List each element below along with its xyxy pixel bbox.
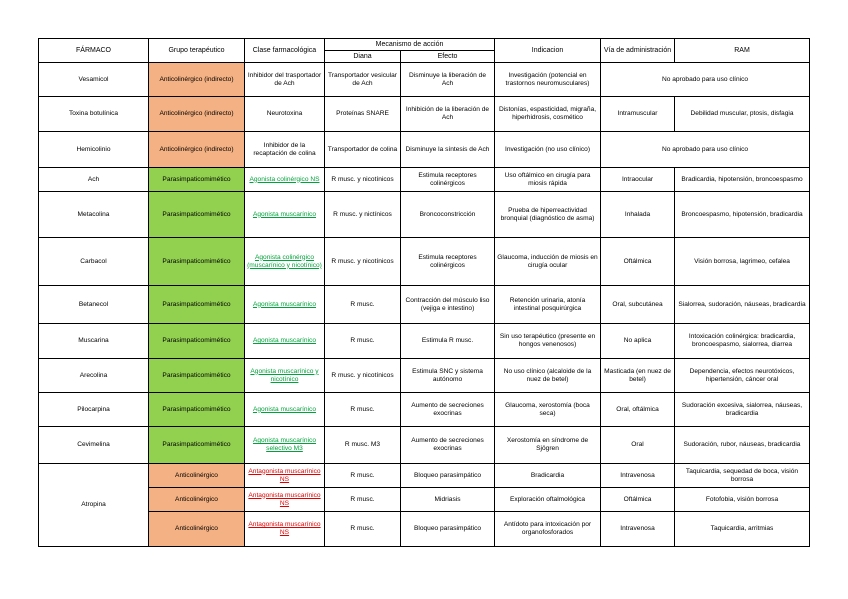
table-row — [39, 427, 810, 464]
route: Oftálmica — [601, 488, 675, 512]
effect: Midriasis — [401, 488, 495, 512]
table-row — [39, 359, 810, 393]
target: R musc. y nicotínicos — [325, 168, 401, 192]
table-row — [39, 168, 810, 192]
pharmacological-class: Agonista muscarínico — [245, 324, 325, 359]
effect: Contracción del músculo liso (vejiga e intestino) — [401, 286, 495, 324]
table-row — [39, 488, 810, 512]
therapeutic-group: Parasimpaticomimético — [149, 427, 245, 464]
indication: No uso clínico (alcaloide de la nuez de betel) — [495, 359, 601, 393]
not-approved-note: No aprobado para uso clínico — [601, 63, 810, 97]
drug-name: Carbacol — [39, 238, 149, 286]
table-row — [39, 464, 810, 488]
target: R musc. — [325, 393, 401, 427]
therapeutic-group: Parasimpaticomimético — [149, 286, 245, 324]
therapeutic-group: Parasimpaticomimético — [149, 393, 245, 427]
route: Masticada (en nuez de betel) — [601, 359, 675, 393]
target: R musc. M3 — [325, 427, 401, 464]
pharmacological-class: Agonista colinérgico NS — [245, 168, 325, 192]
effect: Estimula R musc. — [401, 324, 495, 359]
adverse-reactions: Broncoespasmo, hipotensión, bradicardia — [675, 192, 810, 238]
route: Oral, oftálmica — [601, 393, 675, 427]
drug-name: Cevimelina — [39, 427, 149, 464]
effect: Inhibición de la liberación de Ach — [401, 97, 495, 132]
indication: Xerostomía en síndrome de Sjögren — [495, 427, 601, 464]
effect: Estimula SNC y sistema autónomo — [401, 359, 495, 393]
indication: Glaucoma, inducción de miosis en cirugía ocular — [495, 238, 601, 286]
route: Oral — [601, 427, 675, 464]
header-farmaco: FÁRMACO — [39, 39, 149, 63]
pharmacological-class: Inhibidor de la recaptación de colina — [245, 132, 325, 168]
table-row — [39, 97, 810, 132]
pharmacological-class: Agonista muscarínico — [245, 286, 325, 324]
effect: Disminuye la liberación de Ach — [401, 63, 495, 97]
adverse-reactions: Visión borrosa, lagrimeo, cefalea — [675, 238, 810, 286]
indication: Investigación (potencial en trastornos neuromusculares) — [495, 63, 601, 97]
indication: Exploración oftalmológica — [495, 488, 601, 512]
drug-name: Hemicolinio — [39, 132, 149, 168]
route: Oral, subcutánea — [601, 286, 675, 324]
target: Proteínas SNARE — [325, 97, 401, 132]
pharmacological-class: Antagonista muscarínico NS — [245, 464, 325, 488]
indication: Antídoto para intoxicación por organofosforados — [495, 512, 601, 547]
adverse-reactions: Sialorrea, sudoración, náuseas, bradicardia — [675, 286, 810, 324]
drug-name: Arecolina — [39, 359, 149, 393]
route: Intraocular — [601, 168, 675, 192]
route: Oftálmica — [601, 238, 675, 286]
header-grupo: Grupo terapéutico — [149, 39, 245, 63]
route: Intravenosa — [601, 512, 675, 547]
target: Transportador de colina — [325, 132, 401, 168]
table-row — [39, 512, 810, 547]
target: Transportador vesicular de Ach — [325, 63, 401, 97]
therapeutic-group: Parasimpaticomimético — [149, 324, 245, 359]
pharmacological-class: Agonista muscarínico — [245, 192, 325, 238]
drug-name: Muscarina — [39, 324, 149, 359]
drug-name: Vesamicol — [39, 63, 149, 97]
indication: Bradicardia — [495, 464, 601, 488]
adverse-reactions: Bradicardia, hipotensión, broncoespasmo — [675, 168, 810, 192]
header-efecto: Efecto — [401, 51, 495, 63]
indication: Glaucoma, xerostomía (boca seca) — [495, 393, 601, 427]
therapeutic-group: Anticolinérgico (indirecto) — [149, 63, 245, 97]
effect: Bloqueo parasimpático — [401, 512, 495, 547]
therapeutic-group: Parasimpaticomimético — [149, 238, 245, 286]
pharmacological-class: Antagonista muscarínico NS — [245, 488, 325, 512]
pharmacological-class: Inhibidor del trasportador de Ach — [245, 63, 325, 97]
therapeutic-group: Anticolinérgico — [149, 512, 245, 547]
table-row — [39, 238, 810, 286]
target: R musc. y nicotínicos — [325, 238, 401, 286]
effect: Estimula receptores colinérgicos — [401, 238, 495, 286]
header-clase: Clase farmacológica — [245, 39, 325, 63]
adverse-reactions: Debilidad muscular, ptosis, disfagia — [675, 97, 810, 132]
indication: Distonías, espasticidad, migraña, hiperhidrosis, cosmético — [495, 97, 601, 132]
route: No aplica — [601, 324, 675, 359]
therapeutic-group: Anticolinérgico — [149, 464, 245, 488]
effect: Aumento de secreciones exocrinas — [401, 393, 495, 427]
target: R musc. y nictínicos — [325, 192, 401, 238]
adverse-reactions: Taquicardia, sequedad de boca, visión borrosa — [675, 464, 810, 488]
target: R musc. — [325, 464, 401, 488]
drug-name: Betanecol — [39, 286, 149, 324]
therapeutic-group: Parasimpaticomimético — [149, 359, 245, 393]
pharmacological-class: Agonista muscarínico y nicotínico — [245, 359, 325, 393]
therapeutic-group: Parasimpaticomimético — [149, 192, 245, 238]
drug-name: Pilocarpina — [39, 393, 149, 427]
adverse-reactions: Fotofobia, visión borrosa — [675, 488, 810, 512]
route: Intramuscular — [601, 97, 675, 132]
pharmacological-class: Neurotoxina — [245, 97, 325, 132]
effect: Estimula receptores colinérgicos — [401, 168, 495, 192]
header-diana: Diana — [325, 51, 401, 63]
target: R musc. y nicotínicos — [325, 359, 401, 393]
drug-name: Atropina — [39, 464, 149, 547]
drug-name: Ach — [39, 168, 149, 192]
effect: Broncoconstricción — [401, 192, 495, 238]
not-approved-note: No aprobado para uso clínico — [601, 132, 810, 168]
header-via: Vía de administración — [601, 39, 675, 63]
pharmacological-class: Agonista colinérgico (muscarínico y nicotínico) — [245, 238, 325, 286]
table-row — [39, 132, 810, 168]
indication: Investigación (no uso clínico) — [495, 132, 601, 168]
therapeutic-group: Anticolinérgico (indirecto) — [149, 132, 245, 168]
header-ram: RAM — [675, 39, 810, 63]
pharmacology-table — [38, 38, 810, 547]
adverse-reactions: Taquicardia, arritmias — [675, 512, 810, 547]
target: R musc. — [325, 488, 401, 512]
effect: Bloqueo parasimpático — [401, 464, 495, 488]
therapeutic-group: Anticolinérgico (indirecto) — [149, 97, 245, 132]
drug-name: Metacolina — [39, 192, 149, 238]
table-row — [39, 192, 810, 238]
effect: Aumento de secreciones exocrinas — [401, 427, 495, 464]
indication: Sin uso terapéutico (presente en hongos venenosos) — [495, 324, 601, 359]
table-row — [39, 63, 810, 97]
adverse-reactions: Sudoración excesiva, sialorrea, náuseas, bradicardia — [675, 393, 810, 427]
adverse-reactions: Sudoración, rubor, náuseas, bradicardia — [675, 427, 810, 464]
adverse-reactions: Intoxicación colinérgica: bradicardia, broncoespasmo, sialorrea, diarrea — [675, 324, 810, 359]
route: Inhalada — [601, 192, 675, 238]
header-indicacion: Indicacion — [495, 39, 601, 63]
pharmacological-class: Antagonista muscarínico NS — [245, 512, 325, 547]
table-row — [39, 286, 810, 324]
pharmacological-class: Agonista muscarínico selectivo M3 — [245, 427, 325, 464]
header-mecanismo: Mecanismo de acción — [325, 39, 495, 51]
target: R musc. — [325, 324, 401, 359]
table-row — [39, 393, 810, 427]
target: R musc. — [325, 512, 401, 547]
drug-name: Toxina botulínica — [39, 97, 149, 132]
indication: Uso oftálmico en cirugía para miosis rápida — [495, 168, 601, 192]
route: Intravenosa — [601, 464, 675, 488]
effect: Disminuye la síntesis de Ach — [401, 132, 495, 168]
indication: Prueba de hiperreactividad bronquial (diagnóstico de asma) — [495, 192, 601, 238]
indication: Retención urinaria, atonía intestinal posquirúrgica — [495, 286, 601, 324]
adverse-reactions: Dependencia, efectos neurotóxicos, hipertensión, cáncer oral — [675, 359, 810, 393]
therapeutic-group: Anticolinérgico — [149, 488, 245, 512]
therapeutic-group: Parasimpaticomimético — [149, 168, 245, 192]
target: R musc. — [325, 286, 401, 324]
pharmacological-class: Agonista muscarínico — [245, 393, 325, 427]
table-row — [39, 324, 810, 359]
